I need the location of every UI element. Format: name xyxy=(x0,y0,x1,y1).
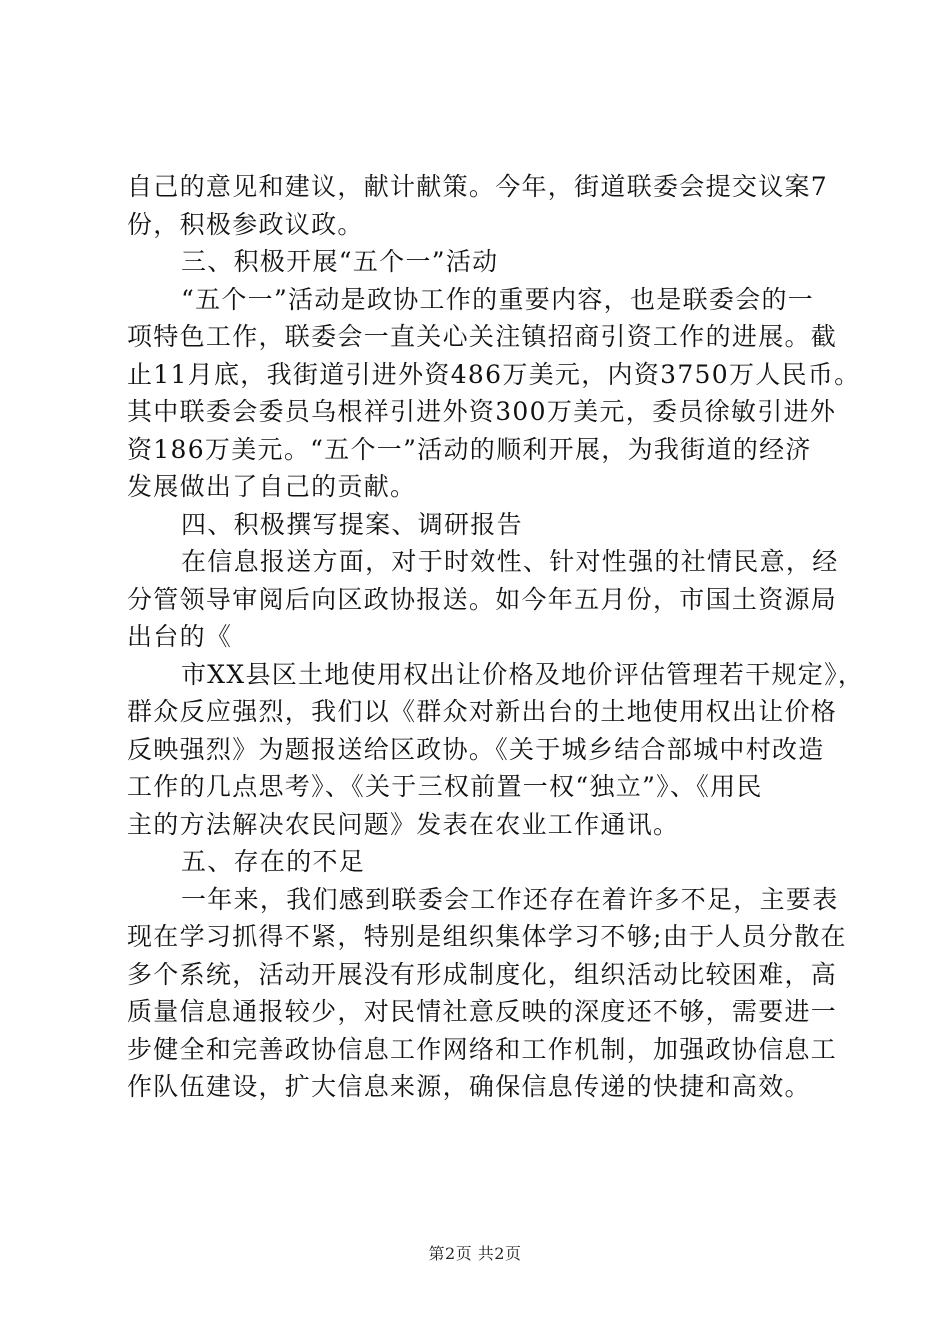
text-line: 项特色工作，联委会一直关心关注镇招商引资工作的进展。截 xyxy=(127,322,838,351)
document-body xyxy=(127,168,865,1106)
text-line: 分管领导审阅后向区政协报送。如今年五月份，市国土资源局 xyxy=(127,584,838,614)
text-line: 四、积极撰写提案、调研报告 xyxy=(181,509,523,539)
text-line: 质量信息通报较少，对民情社意反映的深度还不够，需要进一 xyxy=(127,997,838,1026)
text-line: 在信息报送方面，对于时效性、针对性强的社情民意，经 xyxy=(181,547,839,576)
text-line: 自己的意见和建议，献计献策。今年，街道联委会提交议案7 xyxy=(127,172,829,201)
text-line: 份，积极参政议政。 xyxy=(127,209,364,239)
text-line: 反映强烈》为题报送给区政协。《关于城乡结合部城中村改造 xyxy=(127,734,825,764)
text-line: 出台的《 xyxy=(127,622,233,651)
page-footer: 第2页 共2页 xyxy=(428,1244,522,1263)
text-line: 现在学习抓得不紧，特别是组织集体学习不够;由于人员分散在 xyxy=(127,922,847,951)
text-line: 群众反应强烈，我们以《群众对新出台的土地使用权出让价格 xyxy=(127,697,838,726)
text-line: 三、积极开展“五个一”活动 xyxy=(181,247,499,276)
text-line: 五、存在的不足 xyxy=(181,847,366,876)
text-line: 步健全和完善政协信息工作网络和工作机制，加强政协信息工 xyxy=(127,1034,838,1064)
text-line: 发展做出了自己的贡献。 xyxy=(127,472,417,501)
text-line: 主的方法解决农民问题》发表在农业工作通讯。 xyxy=(127,809,680,839)
text-line: 其中联委会委员乌根祥引进外资300万美元，委员徐敏引进外 xyxy=(127,397,837,426)
text-line: 工作的几点思考》、《关于三权前置一权“独立”》、《用民 xyxy=(127,772,763,801)
text-line: 资186万美元。“五个一”活动的顺利开展，为我街道的经济 xyxy=(127,434,812,464)
text-line: “五个一”活动是政协工作的重要内容，也是联委会的一 xyxy=(181,284,815,314)
text-line: 止11月底，我街道引进外资486万美元，内资3750万人民币。 xyxy=(127,359,861,389)
text-line: 多个系统，活动开展没有形成制度化，组织活动比较困难，高 xyxy=(127,959,838,989)
text-line: 作队伍建设，扩大信息来源，确保信息传递的快捷和高效。 xyxy=(127,1072,811,1101)
text-line: 一年来，我们感到联委会工作还存在着许多不足，主要表 xyxy=(181,884,839,914)
text-line: 市XX县区土地使用权出让价格及地价评估管理若干规定》， xyxy=(181,659,865,689)
